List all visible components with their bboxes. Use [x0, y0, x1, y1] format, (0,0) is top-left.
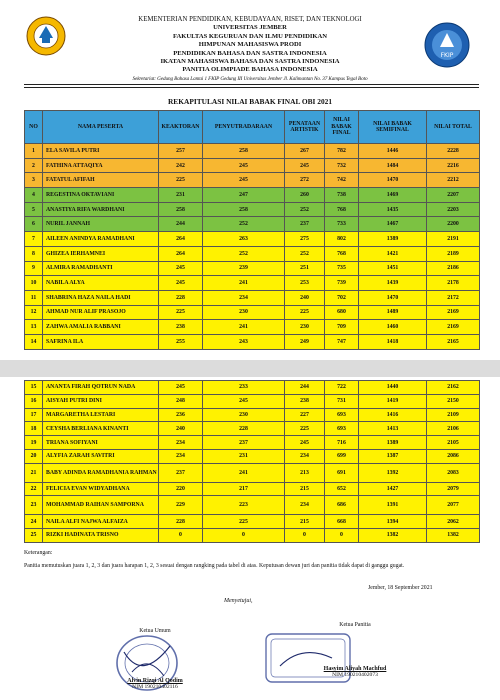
table-row: [25, 515, 480, 529]
total-score-cell: 2169: [427, 320, 480, 335]
table-row: [25, 408, 480, 422]
semifinal-score-cell: 1382: [359, 528, 427, 542]
artistik-cell: 213: [285, 463, 325, 482]
final-score-cell: 652: [325, 482, 359, 496]
keaktoran-cell: 234: [159, 449, 203, 463]
results-table: [24, 110, 480, 350]
participant-name-cell: AILEEN ANINDYA RAMADHANI: [43, 232, 159, 247]
artistik-cell: 230: [285, 320, 325, 335]
participant-name-cell: ANANTA FIRAH QOTRUN NADA: [43, 381, 159, 395]
signature-ketua-umum: [100, 628, 210, 690]
keaktoran-cell: 240: [159, 422, 203, 436]
table-row: [25, 528, 480, 542]
penyutradaraan-cell: 225: [203, 515, 285, 529]
letterhead-line: IKATAN MAHASISWA BAHASA DAN SASTRA INDONESIA: [160, 58, 340, 66]
signature-role: Ketua Panitia: [339, 622, 371, 628]
artistik-cell: 215: [285, 482, 325, 496]
table-row: [25, 261, 480, 276]
keaktoran-cell: 234: [159, 436, 203, 450]
total-score-cell: 2105: [427, 436, 480, 450]
penyutradaraan-cell: 258: [203, 202, 285, 217]
artistik-cell: 267: [285, 144, 325, 159]
penyutradaraan-cell: 245: [203, 173, 285, 188]
keaktoran-cell: 225: [159, 305, 203, 320]
semifinal-score-cell: 1392: [359, 463, 427, 482]
letterhead-line: HIMPUNAN MAHASISWA PRODI: [198, 41, 302, 49]
total-score-cell: 2216: [427, 158, 480, 173]
final-score-cell: 802: [325, 232, 359, 247]
table-row: [25, 232, 480, 247]
table-row: [25, 482, 480, 496]
table-row: [25, 422, 480, 436]
table-row: [25, 381, 480, 395]
participant-name-cell: ELA SAVILA PUTRI: [43, 144, 159, 159]
letterhead-line: KEMENTERIAN PENDIDIKAN, KEBUDAYAAN, RISET, DAN TEKNOLOGI: [138, 16, 362, 23]
table-row: [25, 158, 480, 173]
document-date: Jember, 18 September 2021: [368, 585, 433, 591]
semifinal-score-cell: 1470: [359, 173, 427, 188]
final-score-cell: 732: [325, 158, 359, 173]
letterhead-line: PANITIA OLIMPIADE BAHASA INDONESIA: [182, 66, 318, 74]
letterhead-address: Sekretariat: Gedung Bahasa Lantai 1 FKIP Gedung III Universitas Jember Jl. Kalimantan No. 37 Kampus Tegal Boto: [132, 75, 368, 82]
final-score-cell: 702: [325, 290, 359, 305]
penyutradaraan-cell: 230: [203, 305, 285, 320]
keaktoran-cell: 244: [159, 217, 203, 232]
keaktoran-cell: 245: [159, 381, 203, 395]
keaktoran-cell: 264: [159, 232, 203, 247]
final-score-cell: 716: [325, 436, 359, 450]
total-score-cell: 2106: [427, 422, 480, 436]
university-logo-icon: [26, 16, 66, 56]
keaktoran-cell: 242: [159, 158, 203, 173]
penyutradaraan-cell: 258: [203, 144, 285, 159]
column-header: NAMA PESERTA: [43, 111, 159, 144]
rank-cell: 23: [25, 496, 43, 515]
rank-cell: 10: [25, 276, 43, 291]
semifinal-score-cell: 1470: [359, 290, 427, 305]
rank-cell: 7: [25, 232, 43, 247]
final-score-cell: 693: [325, 408, 359, 422]
rank-cell: 11: [25, 290, 43, 305]
rank-cell: 13: [25, 320, 43, 335]
total-score-cell: 2207: [427, 188, 480, 203]
total-score-cell: 2109: [427, 408, 480, 422]
total-score-cell: 2228: [427, 144, 480, 159]
signature-ketua-panitia: [300, 622, 410, 678]
penyutradaraan-cell: 237: [203, 436, 285, 450]
penyutradaraan-cell: 228: [203, 422, 285, 436]
participant-name-cell: CEYSHA BERLIANA KINANTI: [43, 422, 159, 436]
table-row: [25, 217, 480, 232]
penyutradaraan-cell: 230: [203, 408, 285, 422]
participant-name-cell: FATATUL AFIFAH: [43, 173, 159, 188]
keaktoran-cell: 245: [159, 261, 203, 276]
penyutradaraan-cell: 223: [203, 496, 285, 515]
total-score-cell: 2189: [427, 246, 480, 261]
final-score-cell: 733: [325, 217, 359, 232]
artistik-cell: 244: [285, 381, 325, 395]
final-score-cell: 680: [325, 305, 359, 320]
total-score-cell: 2172: [427, 290, 480, 305]
semifinal-score-cell: 1451: [359, 261, 427, 276]
total-score-cell: 2150: [427, 394, 480, 408]
rank-cell: 1: [25, 144, 43, 159]
keaktoran-cell: 220: [159, 482, 203, 496]
total-score-cell: 2186: [427, 261, 480, 276]
artistik-cell: 237: [285, 217, 325, 232]
table-row: [25, 320, 480, 335]
penyutradaraan-cell: 231: [203, 449, 285, 463]
artistik-cell: 215: [285, 515, 325, 529]
fkip-logo-icon: [424, 22, 470, 68]
final-score-cell: 686: [325, 496, 359, 515]
keaktoran-cell: 225: [159, 173, 203, 188]
rank-cell: 21: [25, 463, 43, 482]
table-row: [25, 394, 480, 408]
keaktoran-cell: 236: [159, 408, 203, 422]
letterhead: [74, 16, 426, 83]
total-score-cell: 2178: [427, 276, 480, 291]
keaktoran-cell: 231: [159, 188, 203, 203]
penyutradaraan-cell: 252: [203, 246, 285, 261]
semifinal-score-cell: 1394: [359, 515, 427, 529]
semifinal-score-cell: 1419: [359, 394, 427, 408]
participant-name-cell: REGESTINA OKTAVIANI: [43, 188, 159, 203]
final-score-cell: 0: [325, 528, 359, 542]
final-score-cell: 742: [325, 173, 359, 188]
penyutradaraan-cell: 245: [203, 394, 285, 408]
approval-label: Menyetujui,: [224, 598, 253, 604]
rank-cell: 9: [25, 261, 43, 276]
signature-name: Alvin Rizqi Al Qodim: [127, 678, 183, 684]
final-score-cell: 722: [325, 381, 359, 395]
table-row: [25, 173, 480, 188]
penyutradaraan-cell: 243: [203, 334, 285, 349]
artistik-cell: 272: [285, 173, 325, 188]
table-row: [25, 246, 480, 261]
semifinal-score-cell: 1416: [359, 408, 427, 422]
table-row: [25, 202, 480, 217]
signature-name: Hasyim Aliyah Machfud: [323, 666, 387, 672]
table-row: [25, 144, 480, 159]
keaktoran-cell: 257: [159, 144, 203, 159]
artistik-cell: 249: [285, 334, 325, 349]
keaktoran-cell: 258: [159, 202, 203, 217]
semifinal-score-cell: 1421: [359, 246, 427, 261]
table-row: [25, 188, 480, 203]
final-score-cell: 768: [325, 202, 359, 217]
participant-name-cell: NABILA ALYA: [43, 276, 159, 291]
rank-cell: 24: [25, 515, 43, 529]
total-score-cell: 2086: [427, 449, 480, 463]
participant-name-cell: SHABRINA HAZA NAILA HADI: [43, 290, 159, 305]
table-row: [25, 436, 480, 450]
final-score-cell: 699: [325, 449, 359, 463]
total-score-cell: 2077: [427, 496, 480, 515]
rank-cell: 3: [25, 173, 43, 188]
rank-cell: 14: [25, 334, 43, 349]
participant-name-cell: FELICIA EVAN WIDYADHANA: [43, 482, 159, 496]
rank-cell: 6: [25, 217, 43, 232]
participant-name-cell: ZAHWA AMALIA RABBANI: [43, 320, 159, 335]
penyutradaraan-cell: 241: [203, 463, 285, 482]
penyutradaraan-cell: 233: [203, 381, 285, 395]
penyutradaraan-cell: 234: [203, 290, 285, 305]
letterhead-line: PENDIDIKAN BAHASA DAN SASTRA INDONESIA: [173, 49, 327, 57]
semifinal-score-cell: 1389: [359, 436, 427, 450]
penyutradaraan-cell: 252: [203, 217, 285, 232]
semifinal-score-cell: 1427: [359, 482, 427, 496]
svg-text:FKIP: FKIP: [440, 52, 454, 59]
keaktoran-cell: 264: [159, 246, 203, 261]
artistik-cell: 275: [285, 232, 325, 247]
participant-name-cell: SAFRINA ILA: [43, 334, 159, 349]
rank-cell: 22: [25, 482, 43, 496]
keaktoran-cell: 0: [159, 528, 203, 542]
final-score-cell: 731: [325, 394, 359, 408]
rank-cell: 20: [25, 449, 43, 463]
keaktoran-cell: 229: [159, 496, 203, 515]
rank-cell: 15: [25, 381, 43, 395]
participant-name-cell: BABY ADINDA RAMADHANIA RAHMAN: [43, 463, 159, 482]
semifinal-score-cell: 1391: [359, 496, 427, 515]
table-row: [25, 463, 480, 482]
column-header: KEAKTORAN: [159, 111, 203, 144]
total-score-cell: 2079: [427, 482, 480, 496]
signature-nim: NIM 190210402073: [332, 672, 378, 678]
penyutradaraan-cell: 239: [203, 261, 285, 276]
letterhead-line: FAKULTAS KEGURUAN DAN ILMU PENDIDIKAN: [172, 32, 328, 40]
participant-name-cell: FATHINA ATTAQIYA: [43, 158, 159, 173]
participant-name-cell: NURIL JANNAH: [43, 217, 159, 232]
column-header: NILAI TOTAL: [427, 111, 480, 144]
penyutradaraan-cell: 263: [203, 232, 285, 247]
notes-text: Panitia memutuskan juara 1, 2, 3 dan juara harapan 1, 2, 3 sesuai dengan rangking pada tabel di atas. Keputusan dewan juri dan panitia tidak dapat di ganggu gugat.: [24, 563, 405, 569]
table-title: REKAPITULASI NILAI BABAK FINAL OBI 2021: [167, 97, 333, 106]
final-score-cell: 709: [325, 320, 359, 335]
total-score-cell: 2191: [427, 232, 480, 247]
rank-cell: 16: [25, 394, 43, 408]
letterhead-divider: [24, 84, 479, 85]
participant-name-cell: AHMAD NUR ALIF PRASOJO: [43, 305, 159, 320]
artistik-cell: 260: [285, 188, 325, 203]
table-row: [25, 290, 480, 305]
semifinal-score-cell: 1484: [359, 158, 427, 173]
column-header: PENYUTRADARAAN: [203, 111, 285, 144]
participant-name-cell: GHIZEA IERHAMNEI: [43, 246, 159, 261]
letterhead-line: UNIVERSITAS JEMBER: [213, 24, 287, 32]
final-score-cell: 691: [325, 463, 359, 482]
column-header: NILAI BABAK FINAL: [325, 111, 359, 144]
notes: [24, 550, 484, 570]
final-score-cell: 768: [325, 246, 359, 261]
semifinal-score-cell: 1418: [359, 334, 427, 349]
artistik-cell: 252: [285, 246, 325, 261]
penyutradaraan-cell: 0: [203, 528, 285, 542]
semifinal-score-cell: 1440: [359, 381, 427, 395]
semifinal-score-cell: 1467: [359, 217, 427, 232]
participant-name-cell: AISYAH PUTRI DINI: [43, 394, 159, 408]
final-score-cell: 738: [325, 188, 359, 203]
signature-nim: NIM 190210402116: [132, 684, 178, 690]
artistik-cell: 245: [285, 158, 325, 173]
artistik-cell: 225: [285, 422, 325, 436]
total-score-cell: 2165: [427, 334, 480, 349]
participant-name-cell: MOHAMMAD RAIHAN SAMPORNA: [43, 496, 159, 515]
rank-cell: 8: [25, 246, 43, 261]
semifinal-score-cell: 1413: [359, 422, 427, 436]
artistik-cell: 238: [285, 394, 325, 408]
participant-name-cell: MARGARETHA LESTARI: [43, 408, 159, 422]
signature-role: Ketua Umum: [139, 628, 171, 634]
page-separator: [0, 360, 500, 377]
total-score-cell: 2212: [427, 173, 480, 188]
total-score-cell: 2169: [427, 305, 480, 320]
table-row: [25, 496, 480, 515]
total-score-cell: 2162: [427, 381, 480, 395]
keaktoran-cell: 248: [159, 394, 203, 408]
rank-cell: 4: [25, 188, 43, 203]
participant-name-cell: ALMIRA RAMADHANTI: [43, 261, 159, 276]
table-header-row: [25, 111, 480, 144]
table-row: [25, 305, 480, 320]
notes-label: Keterangan:: [24, 550, 53, 556]
participant-name-cell: TRIANA SOFIYANI: [43, 436, 159, 450]
rank-cell: 5: [25, 202, 43, 217]
total-score-cell: 2200: [427, 217, 480, 232]
final-score-cell: 668: [325, 515, 359, 529]
total-score-cell: 2203: [427, 202, 480, 217]
final-score-cell: 739: [325, 276, 359, 291]
penyutradaraan-cell: 241: [203, 320, 285, 335]
letterhead-divider: [24, 87, 479, 88]
table-row: [25, 449, 480, 463]
rank-cell: 12: [25, 305, 43, 320]
artistik-cell: 0: [285, 528, 325, 542]
rank-cell: 17: [25, 408, 43, 422]
semifinal-score-cell: 1387: [359, 449, 427, 463]
table-row: [25, 334, 480, 349]
keaktoran-cell: 245: [159, 276, 203, 291]
participant-name-cell: RIZKI HADINATA TRISNO: [43, 528, 159, 542]
artistik-cell: 234: [285, 449, 325, 463]
total-score-cell: 1382: [427, 528, 480, 542]
participant-name-cell: NAILA ALFI NAJWA ALFAIZA: [43, 515, 159, 529]
final-score-cell: 693: [325, 422, 359, 436]
rank-cell: 18: [25, 422, 43, 436]
participant-name-cell: ALYFIA ZARAH SAVITRI: [43, 449, 159, 463]
artistik-cell: 253: [285, 276, 325, 291]
results-table-continued: [24, 380, 480, 543]
rank-cell: 2: [25, 158, 43, 173]
penyutradaraan-cell: 247: [203, 188, 285, 203]
final-score-cell: 747: [325, 334, 359, 349]
keaktoran-cell: 238: [159, 320, 203, 335]
rank-cell: 25: [25, 528, 43, 542]
total-score-cell: 2062: [427, 515, 480, 529]
artistik-cell: 234: [285, 496, 325, 515]
semifinal-score-cell: 1460: [359, 320, 427, 335]
keaktoran-cell: 237: [159, 463, 203, 482]
participant-name-cell: ANASTIYA RIFA WARDHANI: [43, 202, 159, 217]
artistik-cell: 227: [285, 408, 325, 422]
semifinal-score-cell: 1389: [359, 232, 427, 247]
final-score-cell: 735: [325, 261, 359, 276]
keaktoran-cell: 255: [159, 334, 203, 349]
semifinal-score-cell: 1439: [359, 276, 427, 291]
penyutradaraan-cell: 217: [203, 482, 285, 496]
semifinal-score-cell: 1489: [359, 305, 427, 320]
artistik-cell: 251: [285, 261, 325, 276]
penyutradaraan-cell: 241: [203, 276, 285, 291]
artistik-cell: 225: [285, 305, 325, 320]
column-header: NILAI BABAK SEMIFINAL: [359, 111, 427, 144]
column-header: NO: [25, 111, 43, 144]
final-score-cell: 782: [325, 144, 359, 159]
keaktoran-cell: 228: [159, 515, 203, 529]
table-row: [25, 276, 480, 291]
rank-cell: 19: [25, 436, 43, 450]
keaktoran-cell: 228: [159, 290, 203, 305]
artistik-cell: 245: [285, 436, 325, 450]
artistik-cell: 252: [285, 202, 325, 217]
column-header: PENATAAN ARTISTIK: [285, 111, 325, 144]
total-score-cell: 2083: [427, 463, 480, 482]
semifinal-score-cell: 1435: [359, 202, 427, 217]
artistik-cell: 240: [285, 290, 325, 305]
penyutradaraan-cell: 245: [203, 158, 285, 173]
semifinal-score-cell: 1469: [359, 188, 427, 203]
semifinal-score-cell: 1446: [359, 144, 427, 159]
